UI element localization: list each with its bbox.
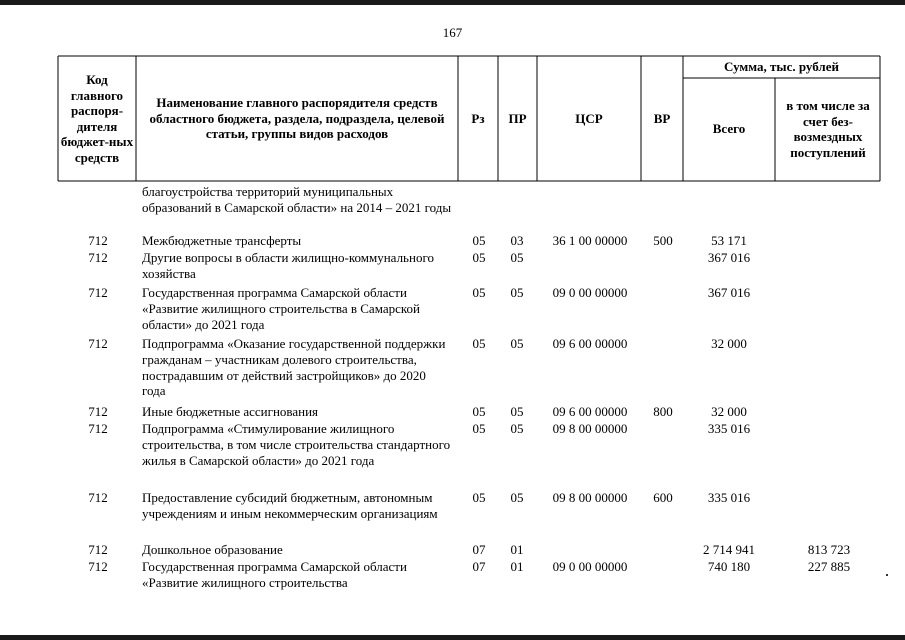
- row-2-total: 367 016: [707, 250, 751, 265]
- row-8-name: Дошкольное образование: [142, 542, 283, 557]
- row-2-pr: 05: [510, 250, 524, 265]
- row-5-code: 712: [88, 404, 108, 419]
- row-2-rz: 05: [472, 250, 486, 265]
- row-9-rz: 07: [472, 559, 486, 574]
- row-4-name: Подпрограмма «Оказание государственной поддержки гражданам – участникам долевого строительства, пострадавшим от действий застройщиков» до 2020 года: [142, 336, 446, 399]
- row-3-pr: 05: [510, 285, 524, 300]
- header-name: Наименование главного распорядителя средств областного бюджета, раздела, подраздела, целевой статьи, группы видов расходов: [149, 95, 445, 142]
- row-8-total: 2 714 941: [703, 542, 755, 557]
- row-7-total: 335 016: [707, 490, 751, 505]
- row-3-name: Государственная программа Самарской области «Развитие жилищного строительства в Самарской области» до 2021 года: [142, 285, 420, 332]
- row-1-pr: 03: [510, 233, 524, 248]
- row-9-total: 740 180: [707, 559, 751, 574]
- row-1-total: 53 171: [711, 233, 747, 248]
- header-csr: ЦСР: [575, 110, 603, 126]
- row-5-rz: 05: [472, 404, 486, 419]
- row-6-rz: 05: [472, 421, 486, 436]
- row-3-csr: 09 0 00 00000: [552, 285, 628, 300]
- row-3-code: 712: [88, 285, 108, 300]
- row-9-name: Государственная программа Самарской области «Развитие жилищного строительства: [142, 559, 407, 590]
- row-6-csr: 09 8 00 00000: [552, 421, 628, 436]
- header-total: Всего: [712, 121, 746, 137]
- row-5-csr: 09 6 00 00000: [552, 404, 628, 419]
- row-7-rz: 05: [472, 490, 486, 505]
- row-5-pr: 05: [510, 404, 524, 419]
- row-8-free: 813 723: [807, 542, 851, 557]
- row-6-name: Подпрограмма «Стимулирование жилищного строительства, в том числе строительства стандартного жилья в Самарской области» до 2021 года: [142, 421, 451, 468]
- scan-speck: [886, 574, 888, 576]
- page-number: 167: [442, 25, 463, 40]
- row-1-csr: 36 1 00 00000: [552, 233, 628, 248]
- row-9-pr: 01: [510, 559, 524, 574]
- header-free: в том числе за счет без-возмездных поступлений: [786, 98, 870, 160]
- header-code: Код главного распоря-дителя бюджет-ных средств: [60, 72, 134, 165]
- row-9-free: 227 885: [807, 559, 851, 574]
- header-rz: Рз: [471, 110, 485, 126]
- row-7-name: Предоставление субсидий бюджетным, автономным учреждениям и иным некоммерческим организациям: [142, 490, 438, 521]
- row-2-code: 712: [88, 250, 108, 265]
- header-sum: Сумма, тыс. рублей: [724, 59, 839, 75]
- row-5-total: 32 000: [711, 404, 747, 419]
- row-3-total: 367 016: [707, 285, 751, 300]
- row-1-rz: 05: [472, 233, 486, 248]
- row-6-pr: 05: [510, 421, 524, 436]
- row-8-pr: 01: [510, 542, 524, 557]
- row-4-rz: 05: [472, 336, 486, 351]
- row-7-vr: 600: [653, 490, 673, 505]
- row-9-code: 712: [88, 559, 108, 574]
- row-5-vr: 800: [653, 404, 673, 419]
- row-1-code: 712: [88, 233, 108, 248]
- row-5-name: Иные бюджетные ассигнования: [142, 404, 319, 419]
- row-7-code: 712: [88, 490, 108, 505]
- row-1-name: Межбюджетные трансферты: [142, 233, 302, 248]
- header-pr: ПР: [508, 110, 527, 126]
- row-8-rz: 07: [472, 542, 486, 557]
- row-0-name: благоустройства территорий муниципальных образований в Самарской области» на 2014 – 2021 годы: [142, 184, 452, 215]
- row-4-pr: 05: [510, 336, 524, 351]
- row-4-csr: 09 6 00 00000: [552, 336, 628, 351]
- row-6-code: 712: [88, 421, 108, 436]
- row-9-csr: 09 0 00 00000: [552, 559, 628, 574]
- row-8-code: 712: [88, 542, 108, 557]
- row-4-total: 32 000: [711, 336, 747, 351]
- row-1-vr: 500: [653, 233, 673, 248]
- row-4-code: 712: [88, 336, 108, 351]
- row-7-csr: 09 8 00 00000: [552, 490, 628, 505]
- header-vr: ВР: [653, 110, 671, 126]
- bottom-scan-border: [0, 635, 905, 640]
- row-3-rz: 05: [472, 285, 486, 300]
- row-2-name: Другие вопросы в области жилищно-коммунального хозяйства: [142, 250, 434, 281]
- row-6-total: 335 016: [707, 421, 751, 436]
- row-7-pr: 05: [510, 490, 524, 505]
